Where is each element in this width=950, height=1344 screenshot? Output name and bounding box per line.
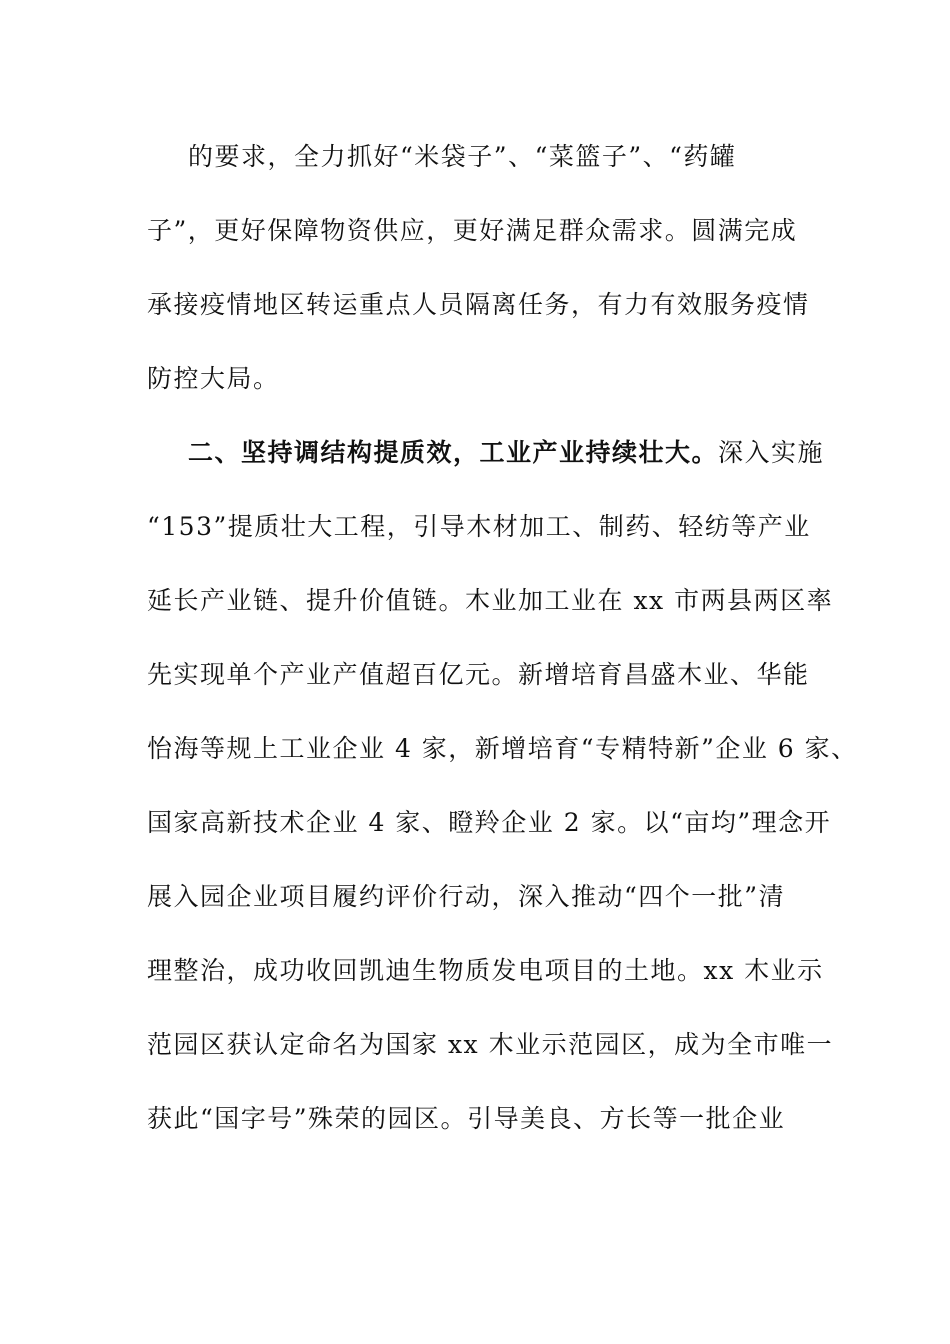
text-line: 延长产业链、提升价值链。木业加工业在 xx 市两县两区率 xyxy=(147,586,834,615)
section-heading-line xyxy=(188,436,824,470)
text-line: 先实现单个产业产值超百亿元。新增培育昌盛木业、华能 xyxy=(147,660,810,689)
text-line: 子”，更好保障物资供应，更好满足群众需求。圆满完成 xyxy=(147,216,798,245)
text-line: 承接疫情地区转运重点人员隔离任务，有力有效服务疫情 xyxy=(147,290,810,319)
text-line: 怡海等规上工业企业 4 家，新增培育“专精特新”企业 6 家、 xyxy=(147,734,858,763)
text-line: 理整治，成功收回凯迪生物质发电项目的土地。xx 木业示 xyxy=(147,956,824,985)
heading-line-rest: 深入实施 xyxy=(718,438,825,467)
section-heading: 二、坚持调结构提质效，工业产业持续壮大。 xyxy=(188,438,719,467)
text-line: “153”提质壮大工程，引导木材加工、制药、轻纺等产业 xyxy=(147,512,811,541)
text-line: 范园区获认定命名为国家 xx 木业示范园区，成为全市唯一 xyxy=(147,1030,834,1059)
text-line: 防控大局。 xyxy=(147,364,280,393)
text-line: 国家高新技术企业 4 家、瞪羚企业 2 家。以“亩均”理念开 xyxy=(147,808,832,837)
text-line: 的要求，全力抓好“米袋子”、“菜篮子”、“药罐 xyxy=(188,142,737,171)
text-line: 展入园企业项目履约评价行动，深入推动“四个一批”清 xyxy=(147,882,786,911)
text-line: 获此“国字号”殊荣的园区。引导美良、方长等一批企业 xyxy=(147,1104,786,1133)
